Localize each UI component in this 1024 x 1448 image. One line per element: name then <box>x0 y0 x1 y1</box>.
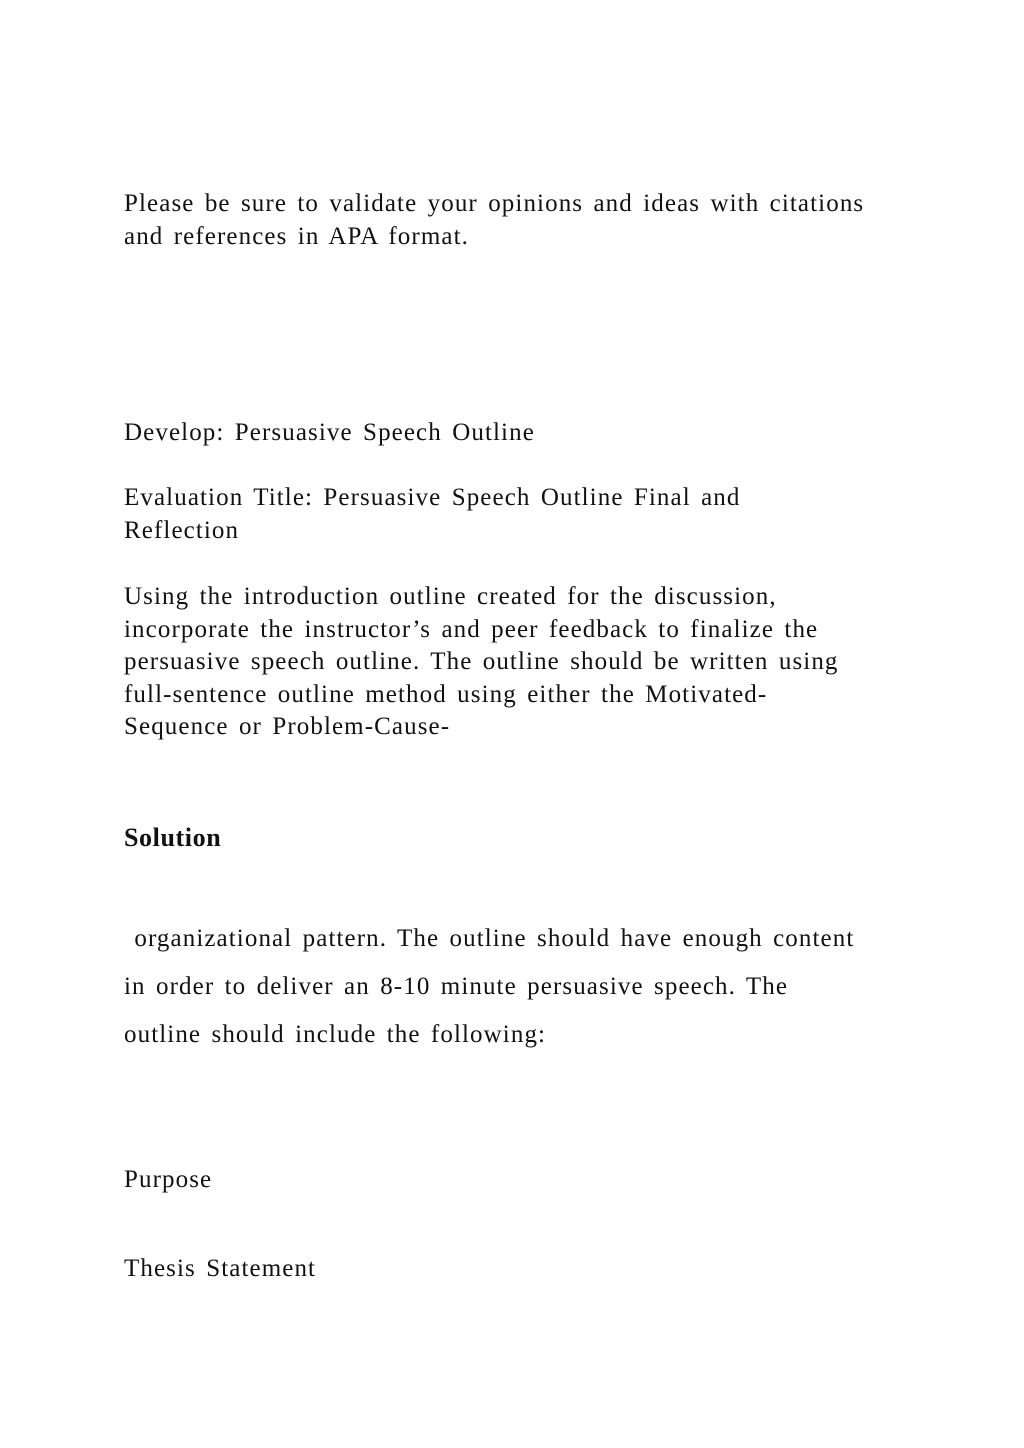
intro-paragraph <box>124 188 904 253</box>
develop-heading <box>124 417 904 450</box>
evaluation-title-line: Evaluation Title: Persuasive Speech Outline Final and <box>124 484 741 511</box>
solution-heading <box>124 822 904 855</box>
list-item-thesis-statement <box>124 1253 904 1286</box>
instructions-line: full-sentence outline method using either the Motivated- <box>124 680 768 708</box>
continuation-line: outline should include the following: <box>124 1021 547 1048</box>
list-item-text: Purpose <box>124 1166 213 1193</box>
intro-line: Please be sure to validate your opinions and ideas with citations <box>124 190 865 217</box>
intro-line: and references in APA format. <box>124 222 469 250</box>
continuation-paragraph <box>124 915 904 1059</box>
solution-heading-text: Solution <box>124 823 222 852</box>
instructions-paragraph <box>124 581 904 744</box>
continuation-line: in order to deliver an 8-10 minute persuasive speech. The <box>124 973 789 1000</box>
evaluation-title-line: Reflection <box>124 516 240 544</box>
evaluation-title <box>124 482 904 547</box>
instructions-line: Using the introduction outline created for the discussion, <box>124 583 777 610</box>
continuation-line: organizational pattern. The outline should have enough content <box>124 925 855 952</box>
instructions-line: persuasive speech outline. The outline should be written using <box>124 648 839 675</box>
list-item-text: Thesis Statement <box>124 1255 317 1282</box>
develop-heading-text: Develop: Persuasive Speech Outline <box>124 419 535 446</box>
list-item-purpose <box>124 1164 904 1197</box>
instructions-line: incorporate the instructor’s and peer feedback to finalize the <box>124 615 819 643</box>
instructions-line: Sequence or Problem-Cause- <box>124 713 451 740</box>
